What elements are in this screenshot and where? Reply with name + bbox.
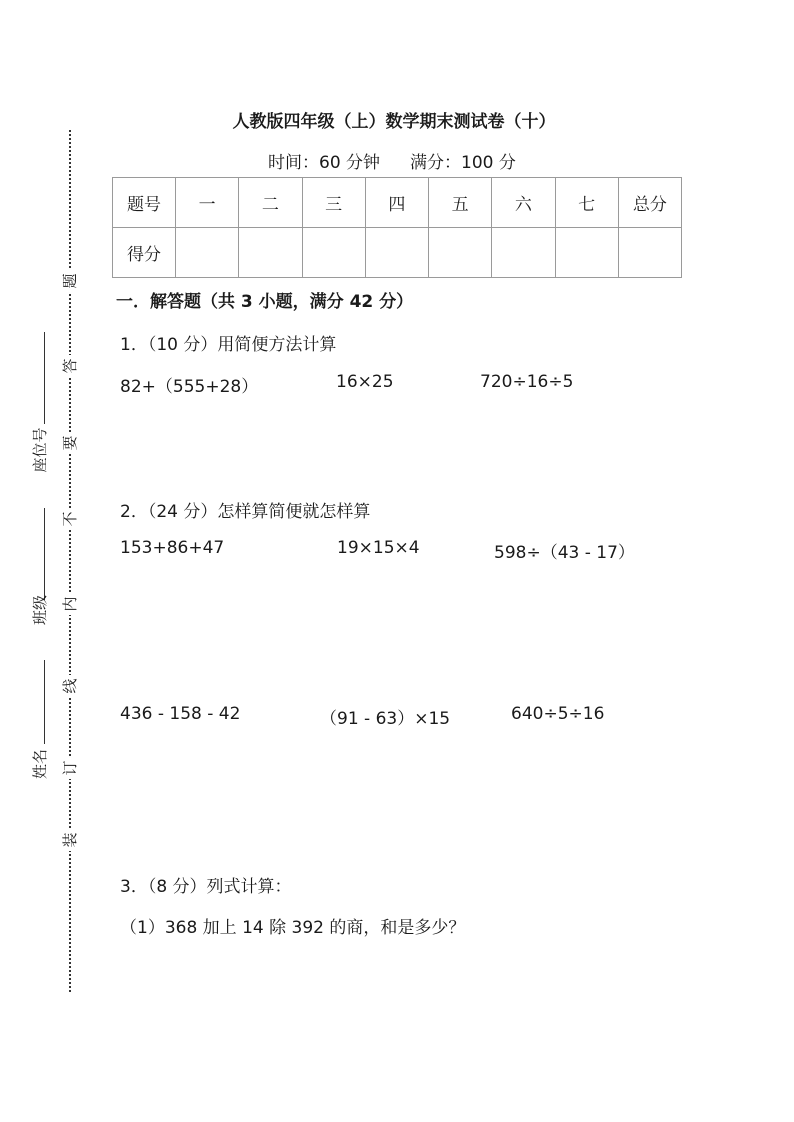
name-line xyxy=(44,660,45,744)
binding-char: 订 xyxy=(60,757,80,779)
q2-item: 153+86+47 xyxy=(120,538,225,558)
score-table-cell: 五 xyxy=(429,178,492,228)
name-label: 姓名 xyxy=(31,749,49,780)
q2-item: （91 - 63）×15 xyxy=(320,709,451,729)
binding-char: 装 xyxy=(60,829,80,851)
seat-number-label: 座位号 xyxy=(31,427,49,473)
binding-char: 答 xyxy=(60,355,80,377)
score-table-cell: 三 xyxy=(302,178,365,228)
q2-item: 598÷（43 - 17） xyxy=(494,543,635,563)
seat-number-line xyxy=(44,332,45,424)
score-table xyxy=(112,177,682,278)
score-table-score-row xyxy=(113,228,682,278)
score-entry-cell[interactable] xyxy=(176,228,239,278)
score-entry-cell[interactable] xyxy=(239,228,302,278)
q1-item: 720÷16÷5 xyxy=(480,372,574,392)
score-entry-cell[interactable] xyxy=(429,228,492,278)
q3-sub1: （1）368 加上 14 除 392 的商，和是多少？ xyxy=(120,918,466,938)
full-score: 满分：100 分 xyxy=(410,153,516,173)
exam-title: 人教版四年级（上）数学期末测试卷（十） xyxy=(232,112,556,132)
binding-char: 要 xyxy=(60,432,80,454)
q1-item: 82+（555+28） xyxy=(120,377,259,397)
score-table-cell: 六 xyxy=(492,178,555,228)
score-entry-cell[interactable] xyxy=(618,228,681,278)
score-table-cell: 题号 xyxy=(113,178,176,228)
binding-char: 不 xyxy=(60,508,80,530)
score-table-header-row xyxy=(113,178,682,228)
q1-item: 16×25 xyxy=(336,372,394,392)
binding-char: 题 xyxy=(60,270,80,292)
class-label: 班级 xyxy=(31,595,49,626)
score-table-cell: 二 xyxy=(239,178,302,228)
q2-item: 436 - 158 - 42 xyxy=(120,704,241,724)
score-entry-cell[interactable] xyxy=(492,228,555,278)
exam-subtitle xyxy=(268,148,516,173)
binding-dotted-line xyxy=(69,130,71,992)
q2-item: 19×15×4 xyxy=(337,538,420,558)
score-table-cell: 一 xyxy=(176,178,239,228)
q3-title: 3．（8 分）列式计算： xyxy=(120,877,292,897)
score-entry-cell[interactable] xyxy=(302,228,365,278)
score-table-cell: 七 xyxy=(555,178,618,228)
q2-title: 2．（24 分）怎样算简便就怎样算 xyxy=(120,502,371,522)
score-entry-cell[interactable] xyxy=(365,228,428,278)
score-table-cell: 四 xyxy=(365,178,428,228)
q1-title: 1．（10 分）用简便方法计算 xyxy=(120,335,337,355)
section-heading: 一．解答题（共 3 小题，满分 42 分） xyxy=(116,292,414,312)
score-entry-cell[interactable] xyxy=(555,228,618,278)
score-table-cell: 得分 xyxy=(113,228,176,278)
q2-item: 640÷5÷16 xyxy=(511,704,605,724)
binding-char: 线 xyxy=(60,675,80,697)
binding-char: 内 xyxy=(60,593,80,615)
time-limit: 时间：60 分钟 xyxy=(268,153,381,173)
score-table-cell: 总分 xyxy=(618,178,681,228)
